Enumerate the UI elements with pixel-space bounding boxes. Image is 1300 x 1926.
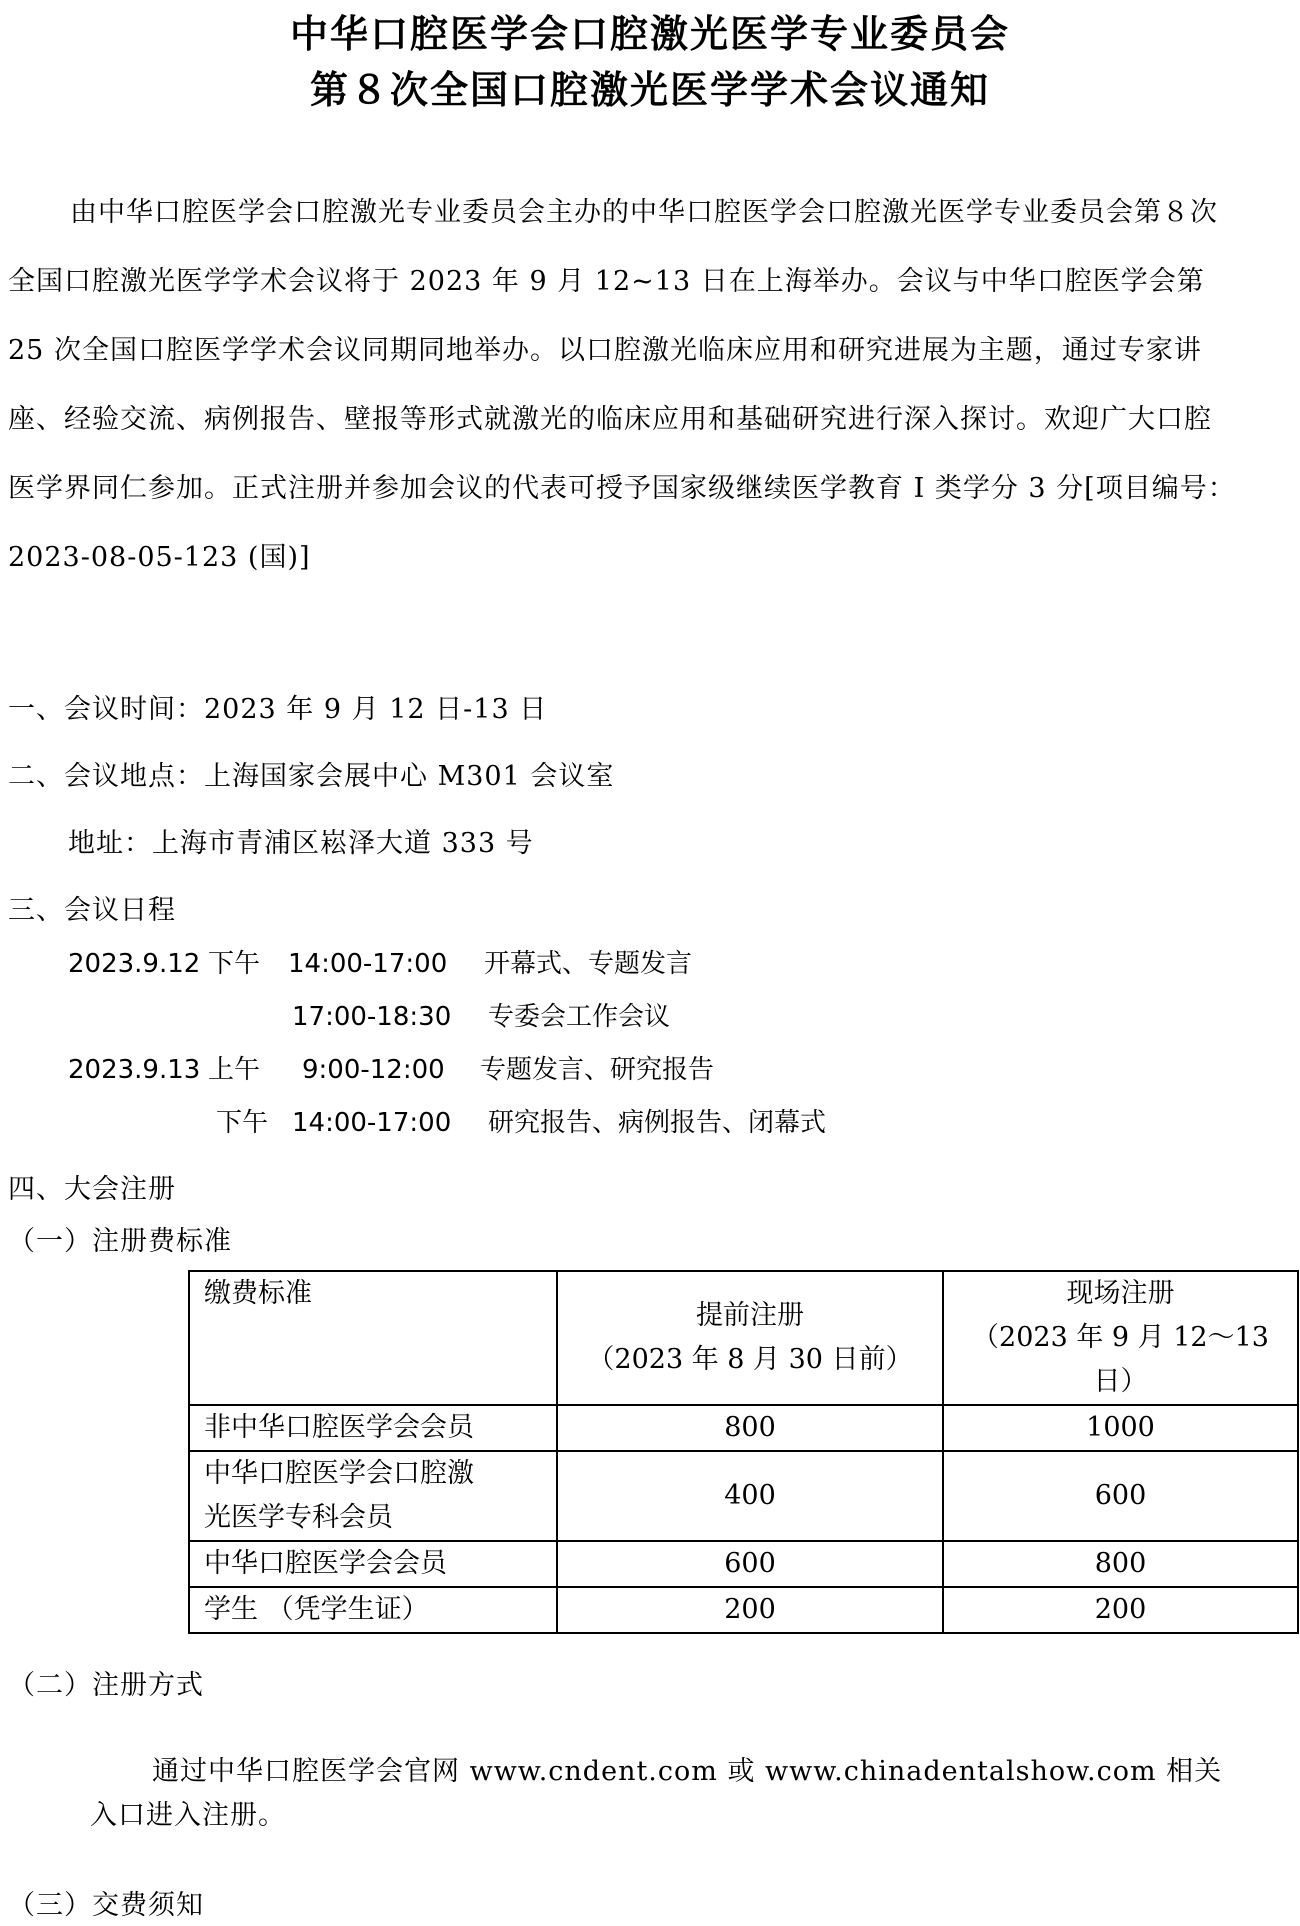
row-early-fee: 800: [557, 1405, 943, 1451]
row-label: 非中华口腔医学会会员: [189, 1405, 557, 1451]
row-early-fee: 200: [557, 1587, 943, 1633]
section-registration: 四、大会注册: [8, 1174, 176, 1205]
schedule-item: 研究报告、病例报告、闭幕式: [488, 1108, 827, 1138]
table-header-row: [189, 1271, 1298, 1405]
table-row: [189, 1587, 1298, 1633]
row-label-line: 光医学专科会员: [204, 1502, 393, 1533]
section-schedule: 三、会议日程: [8, 895, 176, 926]
header-fee-standard: [189, 1271, 557, 1405]
subsection-payment-notice: （三）交费须知: [8, 1890, 204, 1921]
row-label: 学生 （凭学生证）: [189, 1587, 557, 1633]
schedule-time: 9:00-12:00: [302, 1055, 445, 1085]
schedule-date: 2023.9.12: [68, 949, 201, 979]
registration-method-text: 通过中华口腔医学会官网 www.cndent.com 或 www.chinadentalshow.com 相关入口进入注册。: [90, 1756, 1223, 1831]
schedule-time: 14:00-17:00: [292, 1108, 452, 1138]
venue-address: 地址：上海市青浦区崧泽大道 333 号: [68, 828, 534, 859]
schedule-time: 17:00-18:30: [292, 1002, 452, 1032]
row-onsite-fee: 600: [943, 1451, 1298, 1541]
row-early-fee: 600: [557, 1541, 943, 1587]
table-row: [189, 1451, 1298, 1541]
row-onsite-fee: 200: [943, 1587, 1298, 1633]
intro-paragraph: 由中华口腔医学会口腔激光专业委员会主办的中华口腔医学会口腔激光医学专业委员会第８次全国口腔激光医学学术会议将于 2023 年 9 月 12~13 日在上海举办。会议与中华口腔医学会第 25 次全国口腔医学学术会议同期同地举办。以口腔激光临床应用和研究进展为主题，通过专家讲座、经验交流、病例报告、壁报等形式就激光的临床应用和基础研究进行深入探讨。欢迎广大口腔医学界同仁参加。正式注册并参加会议的代表可授予国家级继续医学教育 I 类学分 3 分[项目编号：2023-08-05-123 (国)]: [8, 197, 1236, 573]
header-cell-text: 缴费标准: [204, 1278, 312, 1309]
row-label-line: 中华口腔医学会口腔激: [204, 1458, 474, 1489]
header-onsite-registration: [943, 1271, 1298, 1405]
section-meeting-venue: 二、会议地点：上海国家会展中心 M301 会议室: [8, 761, 615, 792]
subsection-fee-standard: （一）注册费标准: [8, 1226, 232, 1257]
row-label: [189, 1451, 557, 1541]
title-line-2: 第８次全国口腔激光医学学术会议通知: [309, 68, 990, 112]
schedule-item: 开幕式、专题发言: [484, 949, 693, 979]
header-cell-subtext: （2023 年 8 月 30 日前）: [587, 1344, 913, 1375]
row-label: 中华口腔医学会会员: [189, 1541, 557, 1587]
schedule-time: 14:00-17:00: [288, 949, 448, 979]
section-meeting-time: 一、会议时间：2023 年 9 月 12 日-13 日: [8, 694, 548, 725]
schedule-period: 上午: [208, 1055, 261, 1085]
header-early-registration: [557, 1271, 943, 1405]
table-row: [189, 1405, 1298, 1451]
row-onsite-fee: 800: [943, 1541, 1298, 1587]
header-cell-text: 提前注册: [696, 1300, 804, 1331]
row-onsite-fee: 1000: [943, 1405, 1298, 1451]
schedule-item: 专委会工作会议: [488, 1002, 671, 1032]
row-early-fee: 400: [557, 1451, 943, 1541]
schedule-period: 下午: [216, 1108, 269, 1138]
fee-table: [188, 1270, 1299, 1634]
schedule-date: 2023.9.13: [68, 1055, 201, 1085]
schedule-item: 专题发言、研究报告: [480, 1055, 715, 1085]
header-cell-subtext: （2023 年 9 月 12～13 日）: [972, 1322, 1269, 1397]
title-line-1: 中华口腔医学会口腔激光医学专业委员会: [289, 12, 1010, 56]
header-cell-text: 现场注册: [1066, 1278, 1175, 1309]
schedule-period: 下午: [208, 949, 261, 979]
table-row: [189, 1541, 1298, 1587]
subsection-registration-method: （二）注册方式: [8, 1670, 204, 1701]
